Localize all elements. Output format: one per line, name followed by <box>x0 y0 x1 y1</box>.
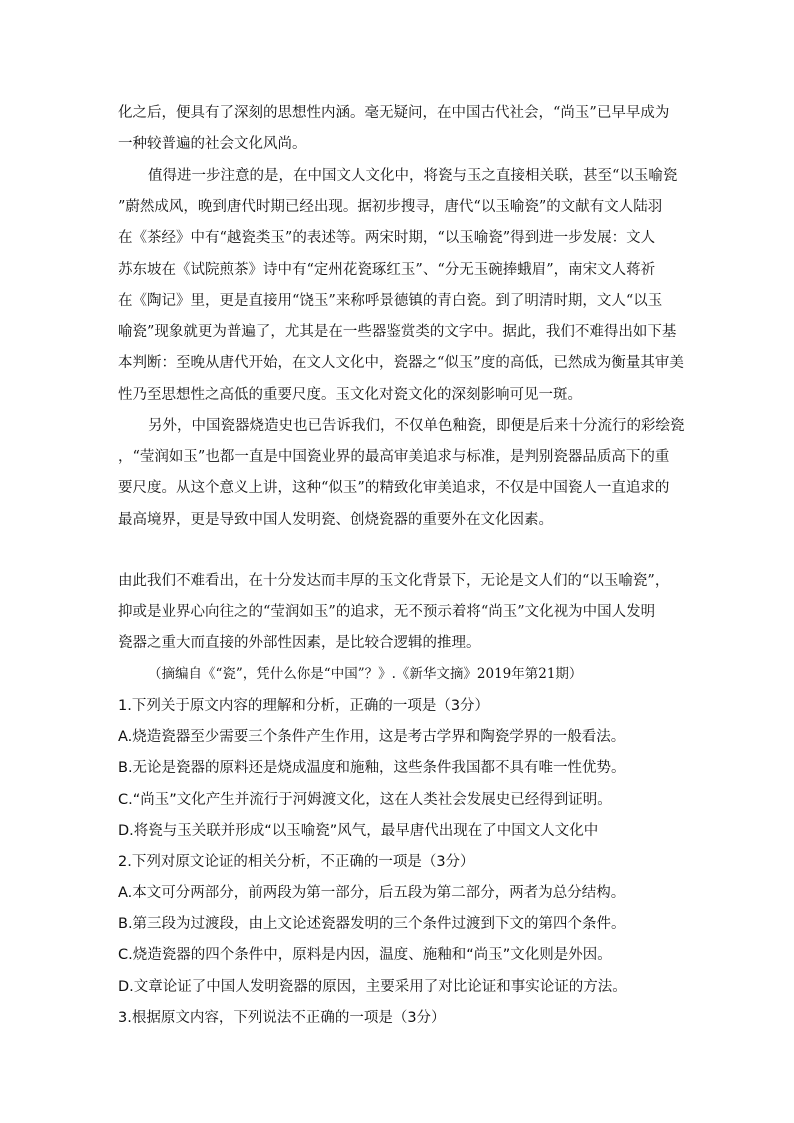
text-line: 本判断：至晚从唐代开始，在文人文化中，瓷器之“似玉”度的高低，已然成为衡量其审美 <box>118 355 684 371</box>
text-line: 在《茶经》中有“越瓷类玉”的表述等。两宋时期，“以玉喻瓷”得到进一步发展：文人 <box>118 230 656 246</box>
text-line: 一种较普遍的社会文化风尚。 <box>118 136 307 152</box>
text-line: 抑或是业界心向往之的“莹润如玉”的追求，无不预示着将“尚玉”文化视为中国人发明 <box>118 604 656 620</box>
text-line: ”蔚然成风，晚到唐代时期已经出现。据初步搜寻，唐代“以玉喻瓷”的文献有文人陆羽 <box>118 199 663 215</box>
question-1-option-b: B.无论是瓷器的原料还是烧成温度和施釉，这些条件我国都不具有唯一性优势。 <box>118 760 626 776</box>
text-line: 值得进一步注意的是，在中国文人文化中，将瓷与玉之直接相关联，甚至“以玉喻瓷 <box>148 168 678 184</box>
text-line: 另外，中国瓷器烧造史也已告诉我们，不仅单色釉瓷，即便是后来十分流行的彩绘瓷 <box>148 418 685 434</box>
text-line: 最高境界，更是导致中国人发明瓷、创烧瓷器的重要外在文化因素。 <box>118 512 553 528</box>
text-line: 性乃至思想性之高低的重要尺度。玉文化对瓷文化的深刻影响可见一斑。 <box>118 387 582 403</box>
question-2-option-a: A.本文可分两部分，前两段为第一部分，后五段为第二部分，两者为总分结构。 <box>118 885 626 901</box>
text-line: 化之后，便具有了深刻的思想性内涵。毫无疑问，在中国古代社会，“尚玉”已早早成为 <box>118 105 670 121</box>
text-line: 由此我们不难看出，在十分发达而丰厚的玉文化背景下，无论是文人们的“以玉喻瓷”， <box>118 573 670 589</box>
question-2-option-b: B.第三段为过渡段，由上文论述瓷器发明的三个条件过渡到下文的第四个条件。 <box>118 916 626 932</box>
text-line: 苏东坡在《试院煎茶》诗中有“定州花瓷琢红玉”、“分无玉碗捧蛾眉”，南宋文人蒋祈 <box>118 262 656 278</box>
question-2-option-d: D.文章论证了中国人发明瓷器的原因，主要采用了对比论证和事实论证的方法。 <box>118 979 627 995</box>
text-line: ，“莹润如玉”也都一直是中国瓷业界的最高审美追求与标准，是判别瓷器品质高下的重 <box>118 449 670 465</box>
question-1-option-c: C.“尚玉”文化产生并流行于河姆渡文化，这在人类社会发展史已经得到证明。 <box>118 792 612 808</box>
source-note: （摘编自《“瓷”，凭什么你是“中国”？》.《新华文摘》2019年第21期） <box>148 666 583 682</box>
text-line: 要尺度。从这个意义上讲，这种“似玉”的精致化审美追求，不仅是中国瓷人一直追求的 <box>118 480 670 496</box>
question-2-stem: 2.下列对原文论证的相关分析，不正确的一项是（3分） <box>118 854 475 870</box>
text-line: 在《陶记》里，更是直接用“饶玉”来称呼景德镇的青白瓷。到了明清时期，文人“以玉 <box>118 293 663 309</box>
text-line: 喻瓷”现象就更为普遍了，尤其是在一些器鉴赏类的文字中。据此，我们不难得出如下基 <box>118 324 677 340</box>
text-line: 瓷器之重大而直接的外部性因素，是比较合逻辑的推理。 <box>118 635 481 651</box>
question-1-stem: 1.下列关于原文内容的理解和分析，正确的一项是（3分） <box>118 698 490 714</box>
question-1-option-d: D.将瓷与玉关联并形成“以玉喻瓷”风气，最早唐代出现在了中国文人文化中 <box>118 823 599 839</box>
question-1-option-a: A.烧造瓷器至少需要三个条件产生作用，这是考古学界和陶瓷学界的一般看法。 <box>118 729 626 745</box>
question-3-stem: 3.根据原文内容，下列说法不正确的一项是（3分） <box>118 1010 446 1026</box>
question-2-option-c: C.烧造瓷器的四个条件中，原料是内因，温度、施釉和“尚玉”文化则是外因。 <box>118 947 612 963</box>
